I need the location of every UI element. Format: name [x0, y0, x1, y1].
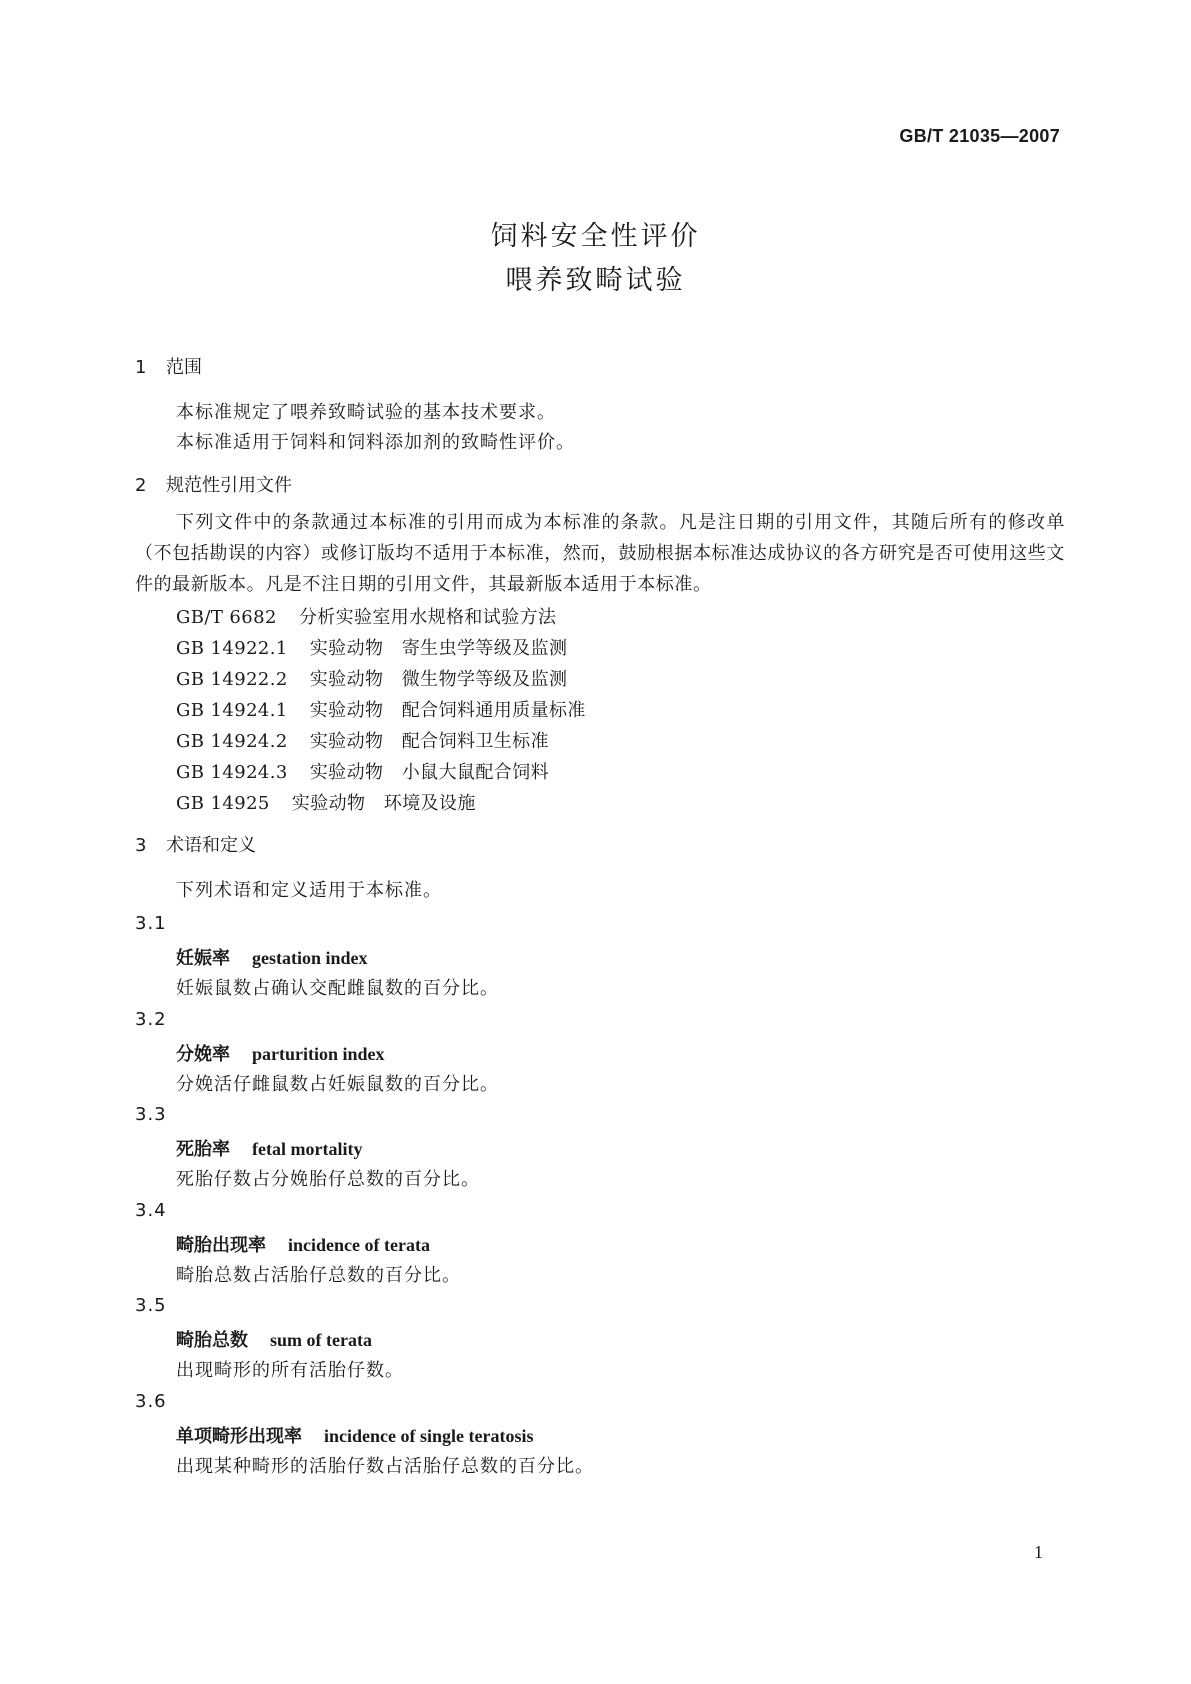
term-chinese: 畸胎出现率: [176, 1235, 266, 1256]
normative-references-intro: 下列文件中的条款通过本标准的引用而成为本标准的条款。凡是注日期的引用文件，其随后所有的修改单（不包括勘误的内容）或修订版均不适用于本标准，然而，鼓励根据本标准达成协议的各方研究是否可使用这些文件的最新版本。凡是不注日期的引用文件，其最新版本适用于本标准。: [135, 512, 1065, 595]
term-english: incidence of single teratosis: [324, 1426, 534, 1446]
term-chinese: 妊娠率: [176, 948, 230, 969]
term-chinese: 单项畸形出现率: [176, 1426, 302, 1447]
term-entry: [176, 1040, 385, 1066]
document-subtitle: 喂养致畸试验: [505, 265, 686, 296]
clause-number: 3.5: [135, 1295, 167, 1316]
term-entry: [176, 1231, 430, 1257]
reference-item: [176, 758, 549, 784]
term-definition: 出现某种畸形的活胎仔数占活胎仔总数的百分比。: [176, 1456, 594, 1477]
reference-item: [176, 727, 549, 753]
reference-title: 实验动物 配合饲料卫生标准: [309, 731, 549, 752]
term-definition: 出现畸形的所有活胎仔数。: [176, 1360, 404, 1381]
term-english: fetal mortality: [252, 1139, 363, 1159]
term-definition: 分娩活仔雌鼠数占妊娠鼠数的百分比。: [176, 1074, 499, 1095]
reference-title: 实验动物 环境及设施: [291, 793, 476, 814]
section-1-heading: [135, 353, 202, 379]
clause-number: 3.4: [135, 1200, 167, 1221]
term-chinese: 死胎率: [176, 1139, 230, 1160]
reference-title: 分析实验室用水规格和试验方法: [298, 607, 557, 628]
reference-title: 实验动物 小鼠大鼠配合饲料: [309, 762, 549, 783]
term-chinese: 畸胎总数: [176, 1330, 248, 1351]
term-entry: [176, 1422, 533, 1448]
reference-title: 实验动物 寄生虫学等级及监测: [309, 638, 568, 659]
reference-item: [176, 789, 476, 815]
scope-line: 本标准适用于饲料和饲料添加剂的致畸性评价。: [176, 432, 575, 453]
term-chinese: 分娩率: [176, 1044, 230, 1065]
section-2-heading: [135, 471, 292, 497]
section-number: 3: [135, 835, 147, 856]
scope-line: 本标准规定了喂养致畸试验的基本技术要求。: [176, 402, 556, 423]
clause-number: 3.2: [135, 1009, 167, 1030]
document-title: 饲料安全性评价: [490, 221, 701, 252]
term-english: parturition index: [252, 1044, 385, 1064]
reference-code: GB 14925: [176, 793, 270, 814]
term-entry: [176, 1135, 362, 1161]
section-title: 术语和定义: [166, 835, 256, 856]
term-entry: [176, 1326, 372, 1352]
reference-item: [176, 603, 556, 629]
clause-number: 3.3: [135, 1104, 167, 1125]
term-english: gestation index: [252, 948, 368, 968]
clause-number: 3.6: [135, 1391, 167, 1412]
section-title: 规范性引用文件: [166, 475, 292, 496]
term-english: sum of terata: [270, 1330, 372, 1350]
reference-code: GB/T 6682: [176, 607, 277, 628]
reference-title: 实验动物 微生物学等级及监测: [309, 669, 568, 690]
term-entry: [176, 944, 368, 970]
reference-code: GB 14922.2: [176, 669, 288, 690]
terms-intro: 下列术语和定义适用于本标准。: [176, 880, 442, 901]
reference-code: GB 14924.3: [176, 762, 288, 783]
reference-title: 实验动物 配合饲料通用质量标准: [309, 700, 586, 721]
standard-code: GB/T 21035—2007: [899, 126, 1060, 146]
reference-item: [176, 696, 586, 722]
reference-code: GB 14922.1: [176, 638, 288, 659]
reference-code: GB 14924.2: [176, 731, 288, 752]
term-definition: 畸胎总数占活胎仔总数的百分比。: [176, 1265, 461, 1286]
term-definition: 死胎仔数占分娩胎仔总数的百分比。: [176, 1169, 480, 1190]
section-3-heading: [135, 831, 256, 857]
reference-item: [176, 665, 567, 691]
term-english: incidence of terata: [288, 1235, 430, 1255]
reference-item: [176, 634, 567, 660]
page-number: 1: [1034, 1542, 1043, 1562]
reference-code: GB 14924.1: [176, 700, 288, 721]
clause-number: 3.1: [135, 913, 167, 934]
term-definition: 妊娠鼠数占确认交配雌鼠数的百分比。: [176, 978, 499, 999]
section-number: 1: [135, 357, 147, 378]
section-number: 2: [135, 475, 147, 496]
section-title: 范围: [166, 357, 202, 378]
